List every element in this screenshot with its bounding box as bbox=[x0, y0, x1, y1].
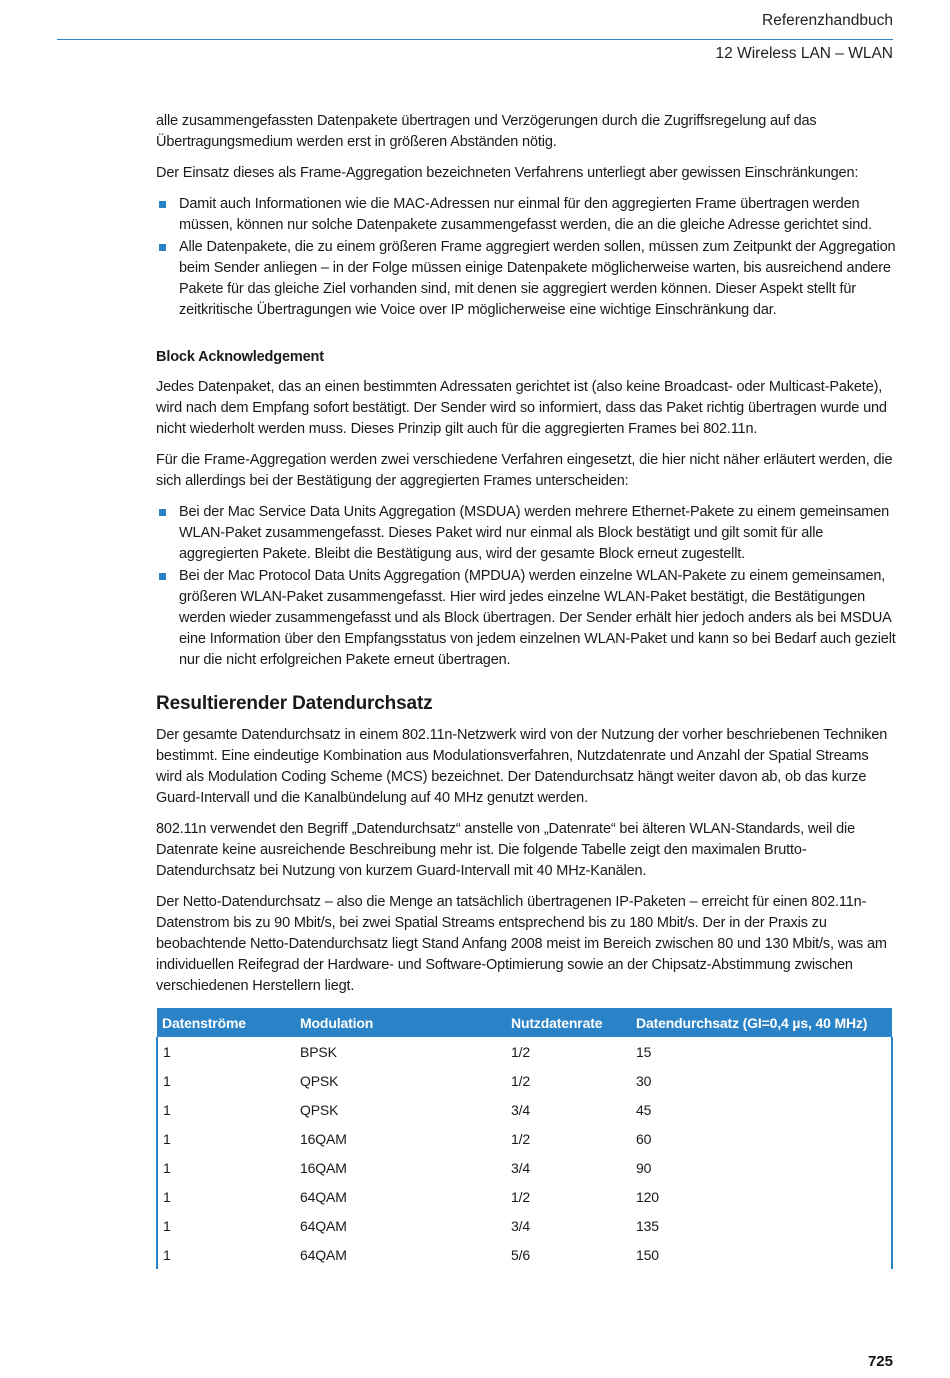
throughput-table bbox=[156, 1008, 893, 1269]
intro-paragraph-1: alle zusammengefassten Datenpakete übertragen und Verzögerungen durch die Zugriffsregelung auf das Übertragungsmedium werden erst in größeren Abständen nötig. bbox=[156, 113, 817, 150]
column-header-modulation: Modulation bbox=[295, 1008, 506, 1037]
table-cell: 135 bbox=[631, 1211, 892, 1240]
table-cell: 150 bbox=[631, 1240, 892, 1269]
list-item-text: Bei der Mac Protocol Data Units Aggregation (MPDUA) werden einzelne WLAN-Pakete zu einem gemeinsamen, größeren WLAN-Paket zusammengefasst. Hier wird jedes einzelne WLAN-Paket bestätigt, die Bestätigungen werden wieder zusammengefasst und als Block übertragen. Der Sender erhält hier jedoch anders als bei MSDUA eine Information über den Empfangsstatus von jedem einzelnen WLAN-Paket und kann so bei Bedarf auch gezielt nur die nicht erfolgreichen Pakete erneut übertragen. bbox=[179, 568, 896, 668]
square-bullet-icon bbox=[159, 509, 166, 516]
table-cell: QPSK bbox=[300, 1072, 339, 1089]
list-item-text: Bei der Mac Service Data Units Aggregation (MSDUA) werden mehrere Ethernet-Pakete zu einem gemeinsamen WLAN-Paket zusammengefasst. Dieses Paket wird nur einmal als Block bestätigt und gilt somit für alle aggregierten Pakete. Bleibt die Bestätigung aus, wird der gesamte Block erneut zugestellt. bbox=[179, 504, 890, 562]
table-cell: 1/2 bbox=[511, 1188, 531, 1205]
table-cell: 3/4 bbox=[511, 1159, 531, 1176]
table-cell: 1 bbox=[157, 1066, 295, 1095]
page-number: 725 bbox=[867, 1353, 893, 1370]
table-cell: 3/4 bbox=[511, 1217, 531, 1234]
running-header-chapter: 12 Wireless LAN – WLAN bbox=[715, 45, 893, 62]
column-header-throughput: Datendurchsatz (GI=0,4 µs, 40 MHz) bbox=[631, 1008, 892, 1037]
square-bullet-icon bbox=[159, 201, 166, 208]
table-row bbox=[157, 1240, 892, 1269]
table-cell: 30 bbox=[631, 1066, 892, 1095]
throughput-paragraph-2: 802.11n verwendet den Begriff „Datendurchsatz“ anstelle von „Datenrate“ bei älteren WLAN-Standards, weil die Datenrate keine ausreichende Beschreibung mehr ist. Die folgende Tabelle zeigt den maximalen Brutto-Datendurchsatz bei Nutzung von kurzem Guard-Intervall mit 40 MHz-Kanälen. bbox=[156, 821, 855, 879]
column-header-streams: Datenströme bbox=[157, 1008, 295, 1037]
block-ack-paragraph-1: Jedes Datenpaket, das an einen bestimmten Adressaten gerichtet ist (also keine Broadcast- oder Multicast-Pakete), wird nach dem Empfang sofort bestätigt. Der Sender wird so informiert, dass das Paket richtig übertragen wurde und nicht wiederholt werden muss. Dieses Prinzip gilt auch für die aggregierten Frames bei 802.11n. bbox=[156, 379, 887, 437]
table-cell: 1/2 bbox=[511, 1130, 531, 1147]
intro-bullet-list bbox=[156, 194, 896, 321]
square-bullet-icon bbox=[159, 573, 166, 580]
table-row bbox=[157, 1182, 892, 1211]
table-cell: 64QAM bbox=[300, 1217, 347, 1234]
table-cell: 3/4 bbox=[511, 1101, 531, 1118]
table-cell: 1 bbox=[157, 1095, 295, 1124]
table-cell: 1 bbox=[157, 1124, 295, 1153]
table-cell: 5/6 bbox=[511, 1246, 531, 1263]
square-bullet-icon bbox=[159, 244, 166, 251]
table-cell: 1 bbox=[157, 1182, 295, 1211]
column-header-coding-rate: Nutzdatenrate bbox=[506, 1008, 631, 1037]
table-cell: 1 bbox=[157, 1153, 295, 1182]
table-cell: 15 bbox=[631, 1037, 892, 1066]
table-cell: 120 bbox=[631, 1182, 892, 1211]
running-header-title: Referenzhandbuch bbox=[762, 12, 893, 29]
table-row bbox=[157, 1153, 892, 1182]
table-cell: 90 bbox=[631, 1153, 892, 1182]
table-row bbox=[157, 1124, 892, 1153]
table-cell: 1 bbox=[157, 1037, 295, 1066]
table-cell: 1/2 bbox=[511, 1043, 531, 1060]
table-cell: QPSK bbox=[300, 1101, 339, 1118]
table-row bbox=[157, 1037, 892, 1066]
table-cell: 64QAM bbox=[300, 1246, 347, 1263]
main-content bbox=[156, 111, 896, 1269]
list-item-text: Damit auch Informationen wie die MAC-Adressen nur einmal für den aggregierten Frame übertragen werden müssen, können nur solche Datenpakete zusammengefasst werden, die an die gleiche Adresse gerichtet sind. bbox=[179, 196, 872, 233]
table-cell: 16QAM bbox=[300, 1159, 347, 1176]
header-rule bbox=[57, 39, 893, 40]
list-item-text: Alle Datenpakete, die zu einem größeren Frame aggregiert werden sollen, müssen zum Zeitpunkt der Aggregation beim Sender anliegen – in der Folge müssen einige Datenpakete möglicherweise warten, bis ausreichend andere Pakete für das gleiche Ziel vorhanden sind, mit denen sie aggregiert werden können. Dieser Aspekt stellt für zeitkritische Übertragungen wie Voice over IP möglicherweise eine wichtige Einschränkung dar. bbox=[179, 239, 896, 318]
intro-paragraph-2: Der Einsatz dieses als Frame-Aggregation bezeichneten Verfahrens unterliegt aber gewissen Einschränkungen: bbox=[156, 165, 859, 181]
block-ack-bullet-list bbox=[156, 502, 896, 671]
throughput-paragraph-3: Der Netto-Datendurchsatz – also die Menge an tatsächlich übertragenen IP-Paketen – erreicht für einen 802.11n-Datenstrom bis zu 90 Mbit/s, bei zwei Spatial Streams entsprechend bis zu 180 Mbit/s. Der in der Praxis zu beobachtende Netto-Datendurchsatz liegt Stand Anfang 2008 meist im Bereich zwischen 80 und 130 Mbit/s, was am individuellen Reifegrad der Hardware- und Software-Optimierung sowie an der Chipsatz-Abstimmung zwischen verschiedenen Herstellern liegt. bbox=[156, 894, 887, 994]
table-header-row bbox=[157, 1008, 892, 1037]
throughput-heading: Resultierender Datendurchsatz bbox=[156, 693, 433, 714]
block-ack-heading: Block Acknowledgement bbox=[156, 349, 324, 365]
list-item bbox=[156, 502, 896, 565]
table-cell: BPSK bbox=[300, 1043, 337, 1060]
block-ack-paragraph-2: Für die Frame-Aggregation werden zwei verschiedene Verfahren eingesetzt, die hier nicht näher erläutert werden, die sich allerdings bei der Bestätigung der aggregierten Frames unterscheiden: bbox=[156, 452, 893, 489]
list-item bbox=[156, 194, 896, 236]
table-row bbox=[157, 1211, 892, 1240]
table-cell: 1 bbox=[157, 1240, 295, 1269]
table-cell: 16QAM bbox=[300, 1130, 347, 1147]
table-cell: 60 bbox=[631, 1124, 892, 1153]
list-item bbox=[156, 237, 896, 321]
table-row bbox=[157, 1066, 892, 1095]
list-item bbox=[156, 566, 896, 671]
table-row bbox=[157, 1095, 892, 1124]
throughput-paragraph-1: Der gesamte Datendurchsatz in einem 802.11n-Netzwerk wird von der Nutzung der vorher beschriebenen Techniken bestimmt. Eine eindeutige Kombination aus Modulationsverfahren, Nutzdatenrate und Anzahl der Spatial Streams wird als Modulation Coding Scheme (MCS) bezeichnet. Der Datendurchsatz hängt weiter davon ab, ob das kurze Guard-Intervall und die Kanalbündelung auf 40 MHz genutzt werden. bbox=[156, 727, 888, 806]
table-cell: 1/2 bbox=[511, 1072, 531, 1089]
table-cell: 1 bbox=[157, 1211, 295, 1240]
table-cell: 45 bbox=[631, 1095, 892, 1124]
table-cell: 64QAM bbox=[300, 1188, 347, 1205]
